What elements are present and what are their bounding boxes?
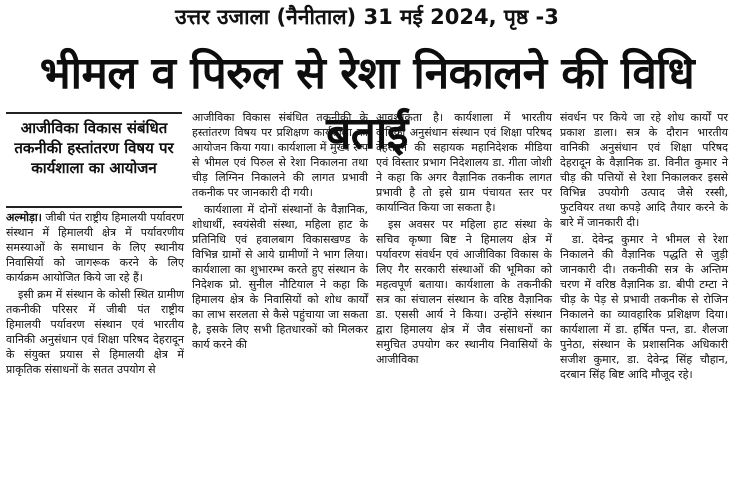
article-paragraph: इस अवसर पर महिला हाट संस्था के सचिव कृष्णा बिष्ट ने हिमालय क्षेत्र में पर्यावरण संवर्धन एवं आजीविका विकास के लिए गैर सरकारी संस्थाओं की भूमिका को महत्वपूर्ण बताया। कार्यशाला के तकनीकी सत्र का संचालन संस्थान के वरिष्ठ वैज्ञानिक डा. एससी आर्य ने किया। उन्होंने संस्थान द्वारा हिमालय क्षेत्र में जैव संसाधनों का समुचित उपयोग कर स्थानीय निवासियों के आजीविका [376,218,552,366]
article-column-1 [6,210,184,377]
newspaper-dateline: उत्तर उजाला (नैनीताल) 31 मई 2024, पृष्ठ -3 [175,5,559,29]
article-paragraph: आजीविका विकास संबंधित तकनीकी के हस्तांतरण विषय पर प्रशिक्षण कार्यशाला का आयोजन किया गया। कार्यशाला में मुख्य रूप से भीमल एवं पिरुल से रेशा निकालना तथा चीड़ लिग्निन निकालने की लागत प्रभावी तकनीक पर जानकारी दी गयी। [192,111,368,199]
article-column-3 [376,110,552,367]
article-paragraph: कार्यशाला में दोनों संस्थानों के वैज्ञानिक, शोधार्थी, स्वयंसेवी संस्था, महिला हाट के प्रतिनिधि एवं हवालबाग विकासखण्ड के विभिन्न ग्रामों से आये ग्रामीणों ने भाग लिया। कार्यशाला का शुभारम्भ करते हुए संस्थान के निदेशक प्रो. सुनील नौटियाल ने कहा कि हिमालय क्षेत्र के निवासियों को शोध कार्यों का लाभ सरलता से कैसे पहुंचाया जा सकता है, इसके लिए सभी हितधारकों को मिलकर कार्य करने की [192,203,368,351]
article-paragraph: डा. देवेन्द्र कुमार ने भीमल से रेशा निकालने की वैज्ञानिक पद्धति से जुड़ी जानकारी दी। तकनीकी सत्र के अन्तिम चरण में वरिष्ठ वैज्ञानिक डा. बीपी टम्टा ने चीड़ के पेड़ से प्रभावी तकनीक से रोजिन निकालने का व्यावहारिक प्रशिक्षण दिया। कार्यशाला में डा. हर्षित पन्त, डा. शैलजा पुनेठा, संस्थान के प्रशासनिक अधिकारी सजीश कुमार, डा. देवेन्द्र सिंह चौहान, दरबान सिंह बिष्ट आदि मौजूद रहे। [560,233,728,381]
subheadline: आजीविका विकास संबंधित तकनीकी हस्तांतरण विषय पर कार्यशाला का आयोजन [14,119,174,177]
paragraph-text: जीबी पंत राष्ट्रीय हिमालयी पर्यावरण संस्थान में हिमालयी क्षेत्र में पर्यावरणीय समस्याओं के समाधान के लिए स्थानीय निवासियों को जागरूक करने के लिए कार्यक्रम आयोजित किये जा रहे हैं। [6,211,184,284]
article-column-2 [192,110,368,352]
article-column-4 [560,110,728,382]
article-paragraph [6,210,184,285]
headline: भीमल व पिरुल से रेशा निकालने की विधि बताई [39,48,695,159]
article-paragraph: आवश्यकता है। कार्यशाला में भारतीय वानिकी अनुसंधान संस्थान एवं शिक्षा परिषद देहरादून की सहायक महानिदेशक मीडिया एवं विस्तार प्रभाग निदेशालय डा. गीता जोशी ने कहा कि अगर वैज्ञानिक तकनीक लागत प्रभावी है तो इसे ग्राम पंचायत स्तर पर कार्यान्वित किया जा सकता है। [376,111,552,214]
article-paragraph: संवर्धन पर किये जा रहे शोध कार्यों पर प्रकाश डाला। सत्र के दौरान भारतीय वानिकी अनुसंधान एवं शिक्षा परिषद देहरादून के वैज्ञानिक डा. विनीत कुमार ने चीड़ की पत्तियों से रेशा निकालकर इससे विभिन्न उपयोगी उत्पाद जैसे रस्सी, फुटवियर तथा कपड़े आदि तैयार करने के बारे में जानकारी दी। [560,111,728,229]
article-location: अल्मोड़ा। [6,211,42,224]
article-paragraph: इसी क्रम में संस्थान के कोसी स्थित ग्रामीण तकनीकी परिसर में जीबी पंत राष्ट्रीय हिमालयी पर्यावरण संस्थान एवं भारतीय वानिकी अनुसंधान एवं शिक्षा परिषद देहरादून के संयुक्त प्रयास से हिमालयी क्षेत्र में प्राकृतिक संसाधनों के सतत उपयोग से [6,288,184,376]
